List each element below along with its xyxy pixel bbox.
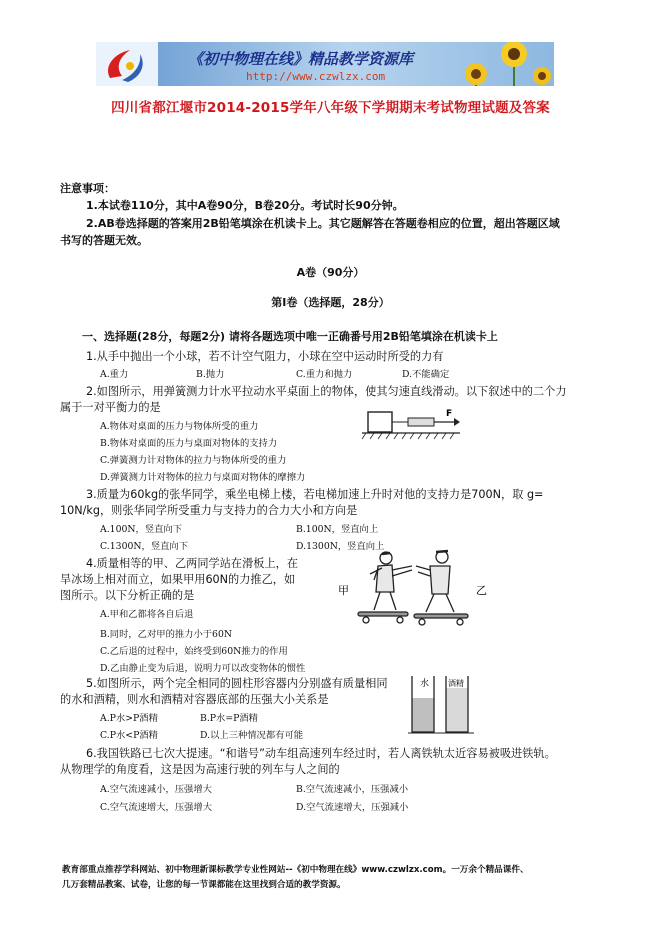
banner-name: 《初中物理在线》精品教学资源库 [188,50,414,68]
q5-option-a: A.P水>P酒精 [100,713,158,724]
q3-option-b: B.100N，竖直向上 [296,524,379,535]
question-2-stem: 2.如图所示，用弹簧测力计水平拉动水平桌面上的物体，使其匀速直线滑动。以下叙述中的二个力 [86,385,567,398]
question-2-stem: 属于一对平衡力的是 [60,401,161,414]
q1-option-b: B.抛力 [196,369,225,380]
q6-option-d: D.空气流速增大，压强减小 [296,802,409,813]
q4-option-d: D.乙由静止变为后退，说明力可以改变物体的惯性 [100,663,306,674]
question-5-stem: 的水和酒精，则水和酒精对容器底部的压强大小关系是 [60,693,329,706]
footer-line: 教育部重点推荐学科网站、初中物理新课标教学专业性网站--《初中物理在线》www.czwlzx.com。一万余个精品课件、 [62,865,529,875]
q5-option-d: D.以上三种情况都有可能 [200,730,304,741]
q3-option-d: D.1300N，竖直向上 [296,541,385,552]
notes-item: 书写的答题无效。 [60,234,148,247]
q4-option-c: C.乙后退的过程中，始终受到60N推力的作用 [100,646,288,657]
question-5-stem: 5.如图所示，两个完全相同的圆柱形容器内分别盛有质量相同 [86,677,388,690]
q4-option-b: B.同时，乙对甲的推力小于60N [100,629,233,640]
q4-label-jia: 甲 [338,584,349,597]
notes-heading: 注意事项： [60,182,115,195]
q2-option-b: B.物体对桌面的压力与桌面对物体的支持力 [100,438,278,449]
header-banner [96,42,554,86]
question-3-stem: 10N/kg，则张华同学所受重力与支持力的合力大小和方向是 [60,504,358,517]
notes-item: 2.AB卷选择题的答案用2B铅笔填涂在机读卡上。其它题解答在答题卷相应的位置，超出答题区域 [86,217,560,230]
q4-option-a: A.甲和乙都将各自后退 [100,609,194,620]
notes-item: 1.本试卷110分，其中A卷90分，B卷20分。考试时长90分钟。 [86,199,404,212]
person-yi-icon [414,551,468,625]
question-4-stem: 图所示。以下分析正确的是 [60,589,195,602]
section-1-heading: 一、选择题(28分，每题2分) 请将各题选项中唯一正确番号用2B铅笔填涂在机读卡上 [82,330,498,343]
q1-option-c: C.重力和抛力 [296,369,353,380]
question-6-stem: 6.我国铁路已七次大提速。“和谐号”动车组高速列车经过时，若人离铁轨太近容易被吸进铁轨。 [86,747,556,760]
q3-option-c: C.1300N，竖直向下 [100,541,189,552]
q6-option-b: B.空气流速减小，压强减小 [296,784,409,795]
question-6-stem: 从物理学的角度看，这是因为高速行驶的列车与人之间的 [60,763,340,776]
q2-option-d: D.弹簧测力计对物体的拉力与桌面对物体的摩擦力 [100,472,306,483]
q4-figure-skaters [330,548,490,628]
person-jia-icon [358,552,412,623]
q5-label-alcohol: 酒精 [448,679,464,688]
q5-option-c: C.P水<P酒精 [100,730,158,741]
q3-option-a: A.100N，竖直向下 [100,524,183,535]
paper-a-heading: A卷（90分） [296,266,365,279]
q4-label-yi: 乙 [476,584,487,597]
q6-option-a: A.空气流速减小，压强增大 [100,784,212,795]
part-1-heading: 第Ⅰ卷（选择题，28分） [271,296,390,309]
q2-force-label: F [446,409,453,419]
q5-label-water: 水 [420,679,430,689]
question-4-stem: 4.质量相等的甲、乙两同学站在滑板上，在 [86,557,299,570]
q1-option-a: A.重力 [100,369,129,380]
footer-line: 几万套精品教案、试卷，让您的每一节课都能在这里找到合适的教学资源。 [62,880,346,890]
q2-option-c: C.弹簧测力计对物体的拉力与物体所受的重力 [100,455,287,466]
banner-graphic [96,42,554,86]
q1-option-d: D.不能确定 [402,369,450,380]
q5-figure-containers [408,674,476,736]
q6-option-c: C.空气流速增大，压强增大 [100,802,213,813]
q2-figure-spring-scale [360,406,462,440]
question-3-stem: 3.质量为60kg的张华同学，乘坐电梯上楼，若电梯加速上升时对他的支持力是700N，取 g= [86,488,544,501]
q2-option-a: A.物体对桌面的压力与物体所受的重力 [100,421,259,432]
q5-option-b: B.P水=P酒精 [200,713,258,724]
page-title: 四川省都江堰市2014-2015学年八年级下学期期末考试物理试题及答案 [111,100,550,116]
question-1-stem: 1.从手中抛出一个小球，若不计空气阻力，小球在空中运动时所受的力有 [86,350,444,363]
banner-url[interactable]: http://www.czwlzx.com [246,70,386,83]
question-4-stem: 旱冰场上相对而立，如果甲用60N的力推乙，如 [60,573,296,586]
